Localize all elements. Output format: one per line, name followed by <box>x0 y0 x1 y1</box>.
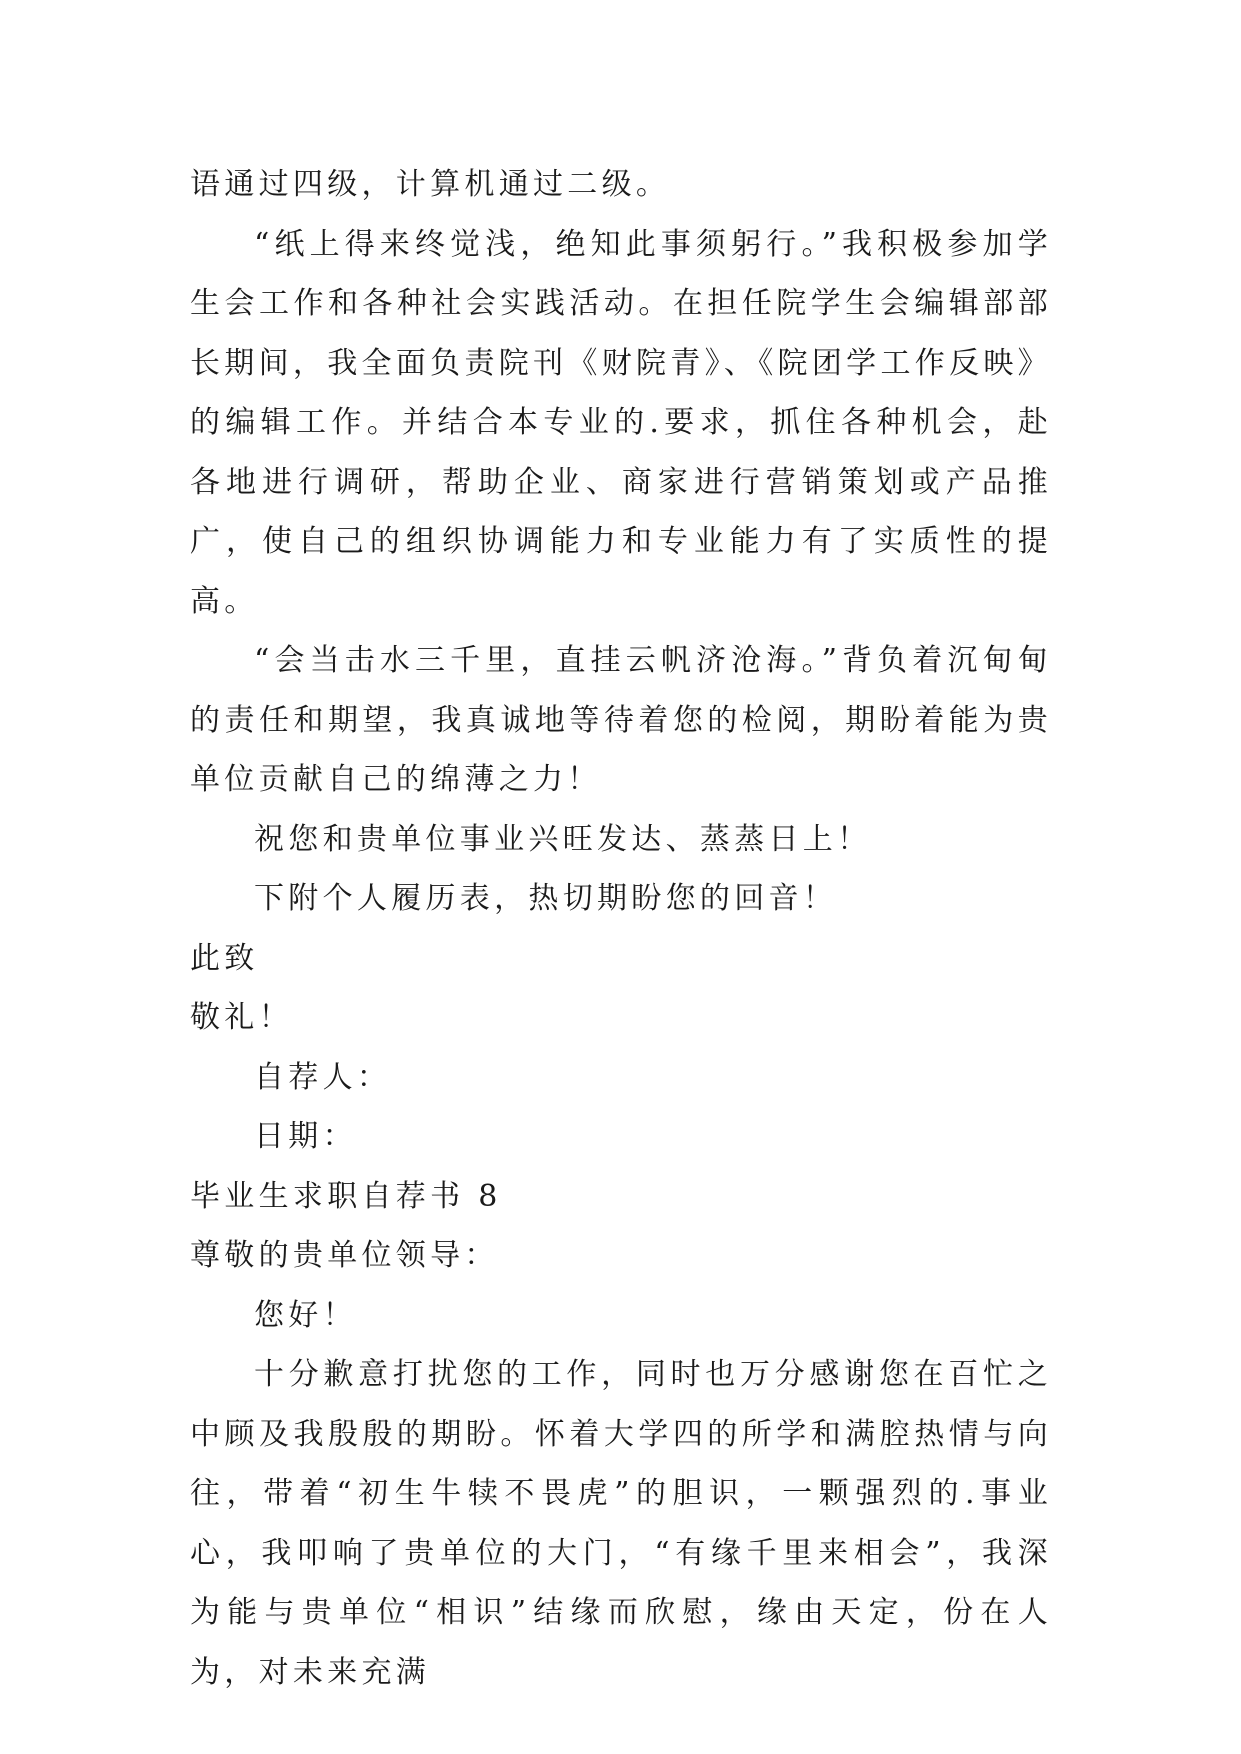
signature-line: 自荐人： <box>254 1059 392 1095</box>
paragraph-wishes: 祝您和贵单位事业兴旺发达、蒸蒸日上！ <box>254 821 872 857</box>
paragraph-introduction: 十分歉意打扰您的工作，同时也万分感谢您在百忙之中顾及我殷殷的期盼。怀着大学四的所学和满腔热情与向往，带着“初生牛犊不畏虎”的胆识，一颗强烈的.事业心，我叩响了贵单位的大门，“有缘千里来相会”，我深为能与贵单位“相识”结缘而欣慰，缘由天定，份在人为，对未来充满 <box>190 1357 1052 1690</box>
paragraph-aspiration: “会当击水三千里，直挂云帆济沧海。”背负着沉甸甸的责任和期望，我真诚地等待着您的检阅，期盼着能为贵单位贡献自己的绵薄之力！ <box>190 643 1052 797</box>
document-body <box>190 155 1052 1702</box>
paragraph-continuation: 语通过四级，计算机通过二级。 <box>190 167 671 202</box>
date-line: 日期： <box>254 1119 357 1154</box>
paragraph-practice: “纸上得来终觉浅，绝知此事须躬行。”我积极参加学生会工作和各种社会实践活动。在担任院学生会编辑部部长期间，我全面负责院刊《财院青》、《院团学工作反映》的编辑工作。并结合本专业的.要求，抓住各种机会，赴各地进行调研，帮助企业、商家进行营销策划或产品推广，使自己的组织协调能力和专业能力有了实质性的提高。 <box>190 226 1052 619</box>
section-title: 毕业生求职自荐书 8 <box>190 1178 502 1214</box>
letter-hello: 您好！ <box>254 1297 357 1333</box>
letter-greeting: 尊敬的贵单位领导： <box>190 1238 499 1273</box>
paragraph-attachment-note: 下附个人履历表，热切期盼您的回音！ <box>254 881 838 916</box>
closing-regards: 敬礼！ <box>190 1000 293 1035</box>
closing-salutation: 此致 <box>190 940 259 976</box>
